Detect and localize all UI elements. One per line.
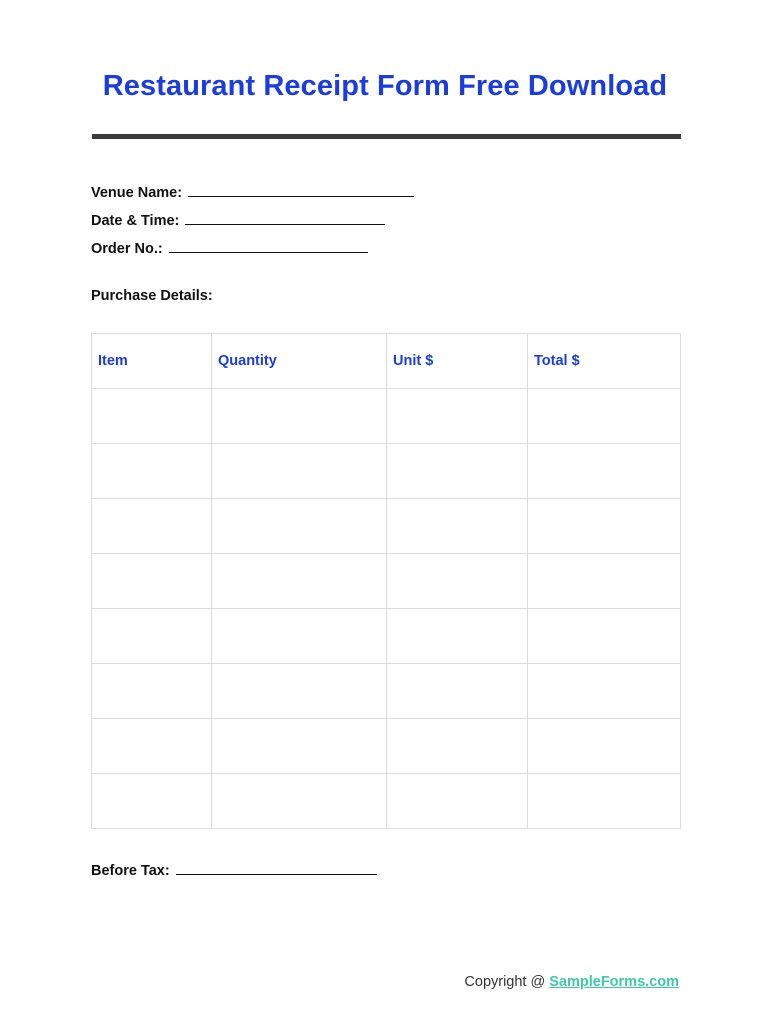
table-cell[interactable] [212,664,387,719]
date-time-field [91,212,385,229]
table-row [92,389,681,444]
order-no-blank[interactable] [169,240,368,253]
table-cell[interactable] [387,719,528,774]
table-cell[interactable] [92,774,212,829]
table-cell[interactable] [387,609,528,664]
table-cell[interactable] [212,609,387,664]
table-header-row [92,334,681,389]
table-cell[interactable] [387,499,528,554]
table-cell[interactable] [387,554,528,609]
date-time-label: Date & Time: [91,213,180,229]
table-row [92,444,681,499]
venue-name-label: Venue Name: [91,185,183,201]
table-cell[interactable] [387,444,528,499]
venue-name-field [91,184,414,201]
table-cell[interactable] [92,554,212,609]
table-cell[interactable] [528,609,681,664]
page-title: Restaurant Receipt Form Free Download [102,70,668,102]
table-row [92,774,681,829]
before-tax-label: Before Tax: [91,863,170,879]
purchase-details-table [91,333,681,829]
table-cell[interactable] [387,389,528,444]
table-cell[interactable] [387,774,528,829]
column-header-item: Item [92,334,212,389]
table-cell[interactable] [212,554,387,609]
table-row [92,499,681,554]
column-header-total: Total $ [528,334,681,389]
table-row [92,664,681,719]
table-row [92,554,681,609]
table-cell[interactable] [528,389,681,444]
table-cell[interactable] [92,389,212,444]
before-tax-blank[interactable] [176,862,377,875]
brand-link[interactable]: SampleForms.com [549,974,679,990]
table-row [92,609,681,664]
table-row [92,719,681,774]
table-cell[interactable] [92,444,212,499]
table-cell[interactable] [212,774,387,829]
copyright-prefix: Copyright @ [464,974,550,990]
column-header-unit-price: Unit $ [387,334,528,389]
table-cell[interactable] [387,664,528,719]
table-cell[interactable] [528,499,681,554]
table-cell[interactable] [92,664,212,719]
order-no-field [91,240,368,257]
date-time-blank[interactable] [185,212,385,225]
table-cell[interactable] [92,499,212,554]
table-cell[interactable] [92,609,212,664]
before-tax-field [91,862,377,879]
table-cell[interactable] [528,444,681,499]
purchase-details-label: Purchase Details: [91,288,213,304]
table-cell[interactable] [528,719,681,774]
table-cell[interactable] [212,444,387,499]
table-cell[interactable] [212,719,387,774]
table-cell[interactable] [528,774,681,829]
title-divider [92,134,681,139]
table-cell[interactable] [212,499,387,554]
copyright-footer [464,974,679,990]
table-cell[interactable] [92,719,212,774]
table-cell[interactable] [212,389,387,444]
table-cell[interactable] [528,664,681,719]
table-cell[interactable] [528,554,681,609]
venue-name-blank[interactable] [188,184,414,197]
order-no-label: Order No.: [91,241,163,257]
column-header-quantity: Quantity [212,334,387,389]
